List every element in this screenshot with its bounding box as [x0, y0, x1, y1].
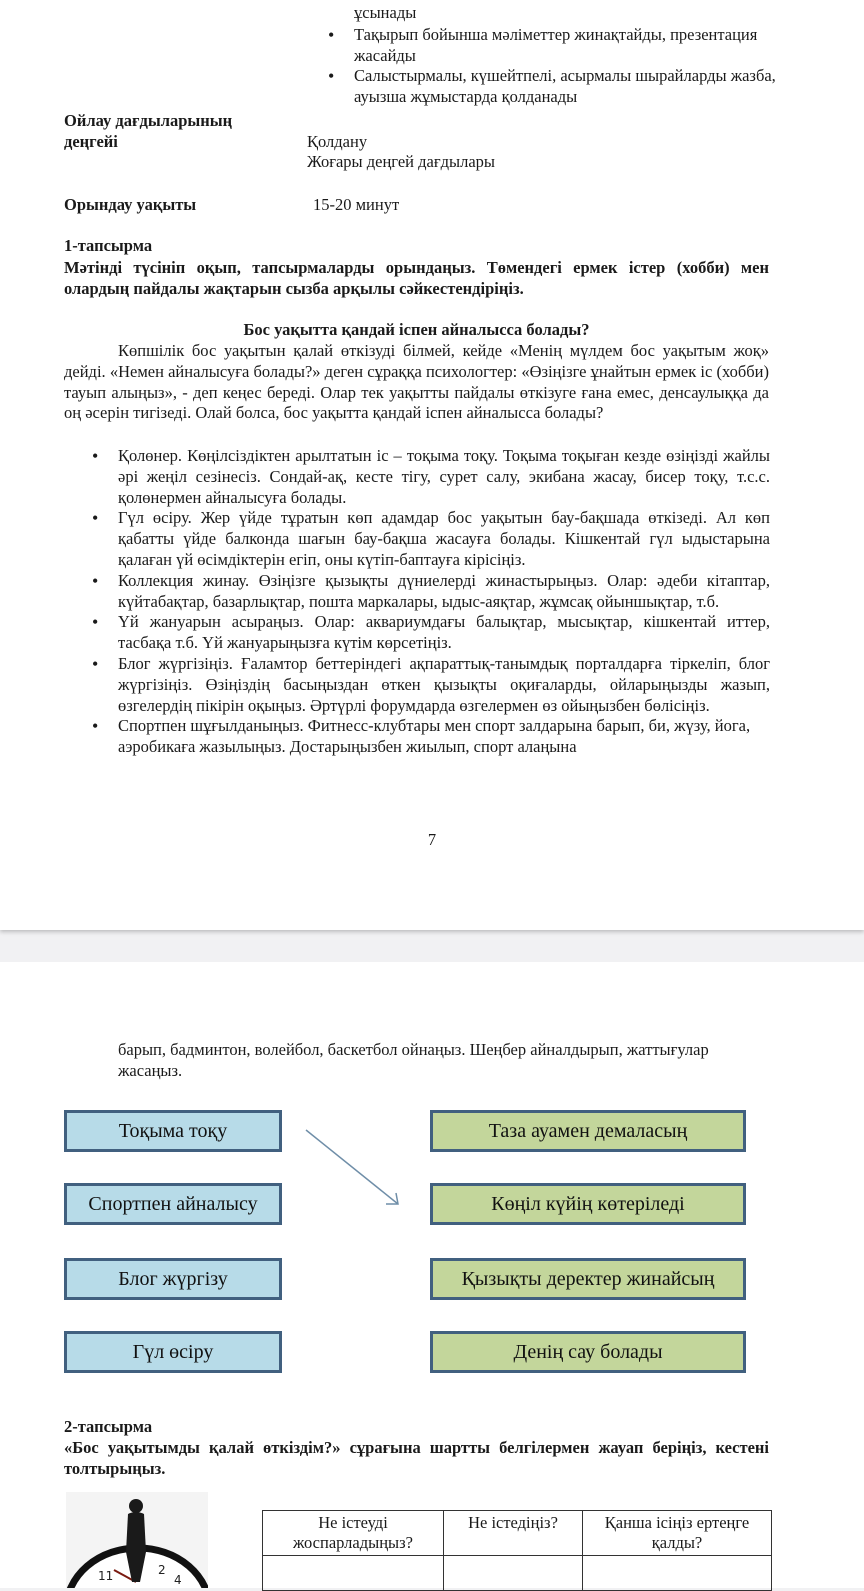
duration-label: Орындау уақыты [64, 195, 197, 214]
hobby-item: • Блог жүргізіңіз. Ғаламтор беттеріндегі ақпараттық-танымдық порталдарға тіркеліп, блог жүргізіңіз. Өзіңіздің басыңыздан өткен қызықты оқиғаларды, ойларыңызды жазып, өзгелердің пікірін оқыңыз. Әртүрлі форумдарда өзгелермен өз ойыңызбен бөлісіңіз. [90, 654, 770, 716]
svg-text:4: 4 [174, 1573, 182, 1587]
table-cell-left[interactable] [583, 1556, 772, 1591]
document-page-8 [0, 962, 864, 1588]
thinking-level-value: Жоғары деңгей дағдылары [307, 152, 495, 171]
svg-text:11: 11 [98, 1569, 114, 1583]
article-intro: Көпшілік бос уақытын қалай өткізуді білмей, кейде «Менің мүлдем бос уақытым жоқ» дейді. «Немен айналысуға болады?» деген сұраққа психологтер: «Өзіңізге ұнайтын ермек іс (хобби) тауып алыңыз», - деп кеңес береді. Олар тек уақытты пайдалы өткізуге ғана емес, денсаулыққа да оң әсерін тигізеді. Олай болса, бос уақытта қандай іспен айналысса болады? [64, 341, 769, 423]
hobby-item: • Үй жануарын асыраңыз. Олар: аквариумдағы балықтар, мысықтар, кішкентай иттер, тасбақа т.б. Үй жануарыңызға күтім көрсетіңіз. [90, 612, 770, 654]
table-cell-done[interactable] [444, 1556, 583, 1591]
article-continuation: барып, бадминтон, волейбол, баскетбол ойнаңыз. Шеңбер айналдырып, жаттығулар жасаңыз. [118, 1040, 709, 1080]
task1-instruction: Мәтінді түсініп оқып, тапсырмаларды орындаңыз. Төмендегі ермек істер (хобби) мен олардың пайдалы жақтарын сызба арқылы сәйкестендіріңіз. [64, 258, 769, 298]
benefit-box-mood[interactable]: Көңіл күйің көтеріледі [430, 1183, 746, 1225]
hobby-box-sport[interactable]: Спортпен айналысу [64, 1183, 282, 1225]
svg-text:2: 2 [158, 1563, 166, 1577]
benefit-box-health[interactable]: Денің сау болады [430, 1331, 746, 1373]
objectives-list [326, 25, 776, 107]
clock-person-illustration-icon [66, 1492, 208, 1588]
task2-title: 2-тапсырма [64, 1417, 153, 1436]
free-time-table [262, 1510, 772, 1591]
task1-title: 1-тапсырма [64, 236, 153, 255]
hobby-box-blog[interactable]: Блог жүргізу [64, 1258, 282, 1300]
page-number: 7 [427, 830, 437, 849]
task2-instruction: «Бос уақытымды қалай өткіздім?» сұрағына шартты белгілермен жауап беріңіз, кестені толтырыңыз. [64, 1438, 769, 1478]
hobby-box-knitting[interactable]: Тоқыма тоқу [64, 1110, 282, 1152]
thinking-level-value: Қолдану [307, 132, 368, 151]
connector-arrow-icon [300, 1126, 410, 1212]
duration-value: 15-20 минут [313, 195, 400, 214]
hobby-item: • Гүл өсіру. Жер үйде тұратын көп адамдар бос уақытын бау-бақшада өткізеді. Ал көп қабатты үйде балконда шағын бау-бақша жасауға болады. Кішкентай гүл ыдыстарына қалаған үй өсімдіктерін егіп, оны күтіп-баптауға кірісіңіз. [90, 508, 770, 570]
objective-item: • Салыстырмалы, күшейтпелі, асырмалы шырайларды жазба, ауызша жұмыстарда қолданады [326, 66, 776, 107]
benefit-box-facts[interactable]: Қызықты деректер жинайсың [430, 1258, 746, 1300]
table-cell-planned[interactable] [263, 1556, 444, 1591]
hobby-item: • Қолөнер. Көңілсіздіктен арылтатын іс – тоқыма тоқу. Тоқыма тоқыған кезде өзіңізді жайлы әрі жеңіл сезінесіз. Сондай-ақ, кесте тігу, сурет салу, экибана жасау, бисер тоқу, т.с.с. қолөнермен айналысуға болады. [90, 446, 770, 508]
table-header-cell: Не істеуді жоспарладыңыз? [263, 1511, 444, 1556]
table-row [263, 1556, 772, 1591]
table-header-cell: Не істедіңіз? [444, 1511, 583, 1556]
table-header-cell: Қанша ісіңіз ертеңге қалды? [583, 1511, 772, 1556]
hobby-item: • Коллекция жинау. Өзіңізге қызықты дүниелерді жинастырыңыз. Олар: әдеби кітаптар, күйтабақтар, базарлықтар, пошта маркалары, ыдыс-аяқтар, жұмсақ ойыншықтар, т.б. [90, 571, 770, 613]
table-header-row [263, 1511, 772, 1556]
thinking-level-label: Ойлау дағдыларының деңгейі [64, 111, 233, 151]
hobby-item: • Спортпен шұғылданыңыз. Фитнесс-клубтары мен спорт залдарына барып, би, жүзу, йога, аэробикаға жазылыңыз. Достарыңызбен жиылып, спорт алаңына [90, 716, 770, 758]
objective-item: • Тақырып бойынша мәліметтер жинақтайды, презентация жасайды [326, 25, 776, 66]
hobby-box-gardening[interactable]: Гүл өсіру [64, 1331, 282, 1373]
objective-continuation: ұсынады [354, 3, 417, 22]
hobby-list [90, 446, 770, 758]
article-heading: Бос уақытта қандай іспен айналысса болады? [243, 320, 590, 339]
benefit-box-fresh-air[interactable]: Таза ауамен демаласың [430, 1110, 746, 1152]
